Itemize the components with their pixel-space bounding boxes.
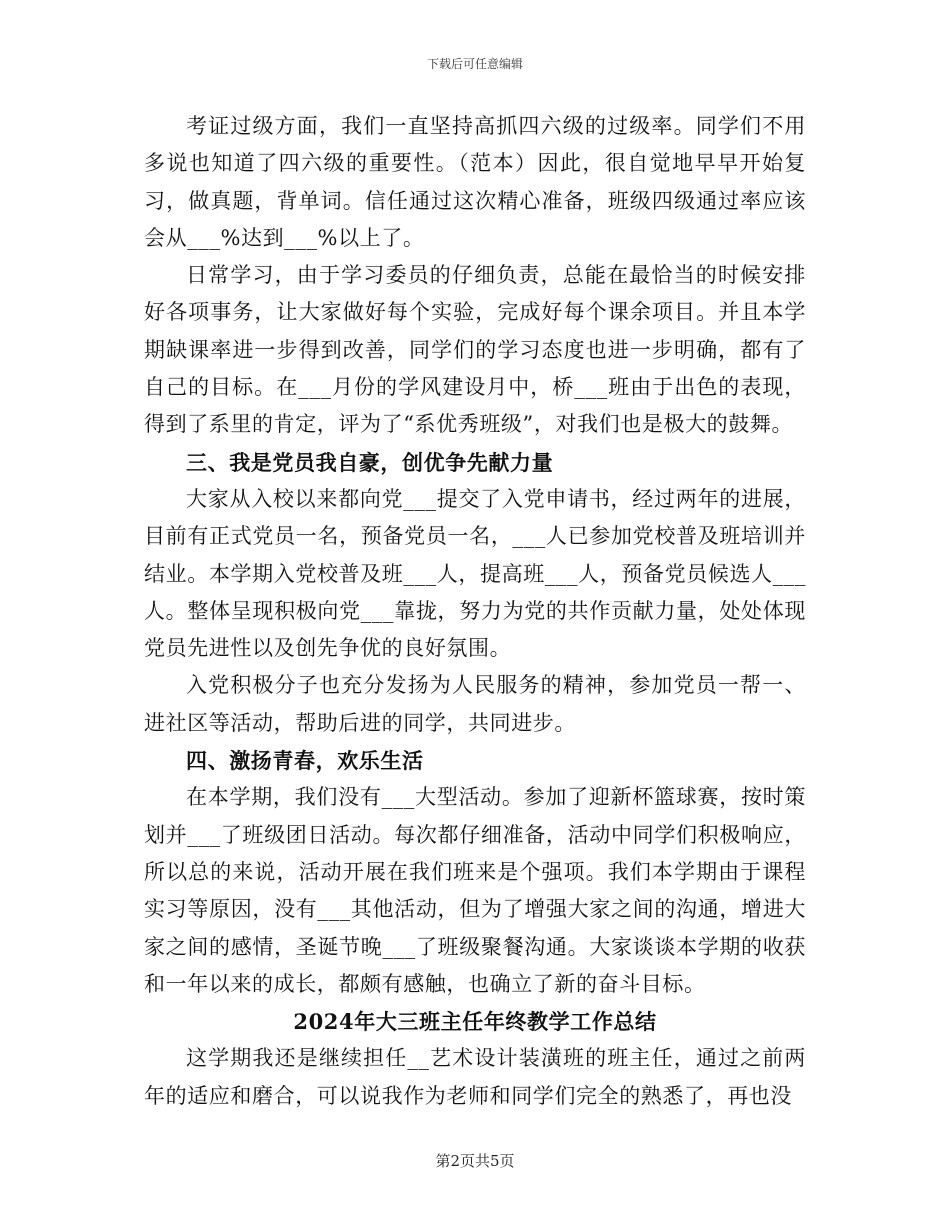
paragraph-party-activists: 入党积极分子也充分发扬为人民服务的精神，参加党员一帮一、进社区等活动，帮助后进的同学，共同进步。 [144,673,806,735]
document-body [144,108,806,1115]
paragraph-exam-pass-rate: 考证过级方面，我们一直坚持高抓四六级的过级率。同学们不用多说也知道了四六级的重要性。（范本）因此，很自觉地早早开始复习，做真题，背单词。信任通过这次精心准备，班级四级通过率应该会从___%达到___%以上了。 [144,114,806,250]
paragraph-class-activities: 在本学期，我们没有___大型活动。参加了迎新杯篮球赛，按时策划并___了班级团日活动。每次都仔细准备，活动中同学们积极响应，所以总的来说，活动开展在我们班来是个强项。我们本学期由于课程实习等原因，没有___其他活动，但为了增强大家之间的沟通，增进大家之间的感情，圣诞节晚___了班级聚餐沟通。大家谈谈本学期的收获和一年以来的成长，都颇有感触，也确立了新的奋斗目标。 [144,785,806,996]
paragraph-head-teacher-intro: 这学期我还是继续担任__艺术设计装潢班的班主任，通过之前两年的适应和磨合，可以说我作为老师和同学们完全的熟悉了，再也没 [144,1046,806,1108]
paragraph-party-application: 大家从入校以来都向党___提交了入党申请书，经过两年的进展，目前有正式党员一名，预备党员一名，___人已参加党校普及班培训并结业。本学期入党校普及班___人，提高班___人，预备党员候选人___人。整体呈现积极向党___靠拢，努力为党的共作贡献力量，处处体现党员先进性以及创先争优的良好氛围。 [144,486,806,661]
page-header: 下载后可任意编辑 [426,57,523,71]
page-footer-page-number: 第2页共5页 [435,1152,515,1170]
document-title-2024-summary: 2024年大三班主任年终教学工作总结 [293,1009,657,1035]
section-heading-youth-life: 四、激扬青春，欢乐生活 [186,748,424,774]
paragraph-daily-study: 日常学习，由于学习委员的仔细负责，总能在最恰当的时候安排好各项事务，让大家做好每个实验，完成好每个课余项目。并且本学期缺课率进一步得到改善，同学们的学习态度也进一步明确，都有了自己的目标。在___月份的学风建设月中，桥___班由于出色的表现，得到了系里的肯定，评为了“系优秀班级”，对我们也是极大的鼓舞。 [144,263,806,437]
section-heading-party-members: 三、我是党员我自豪，创优争先献力量 [186,449,554,475]
